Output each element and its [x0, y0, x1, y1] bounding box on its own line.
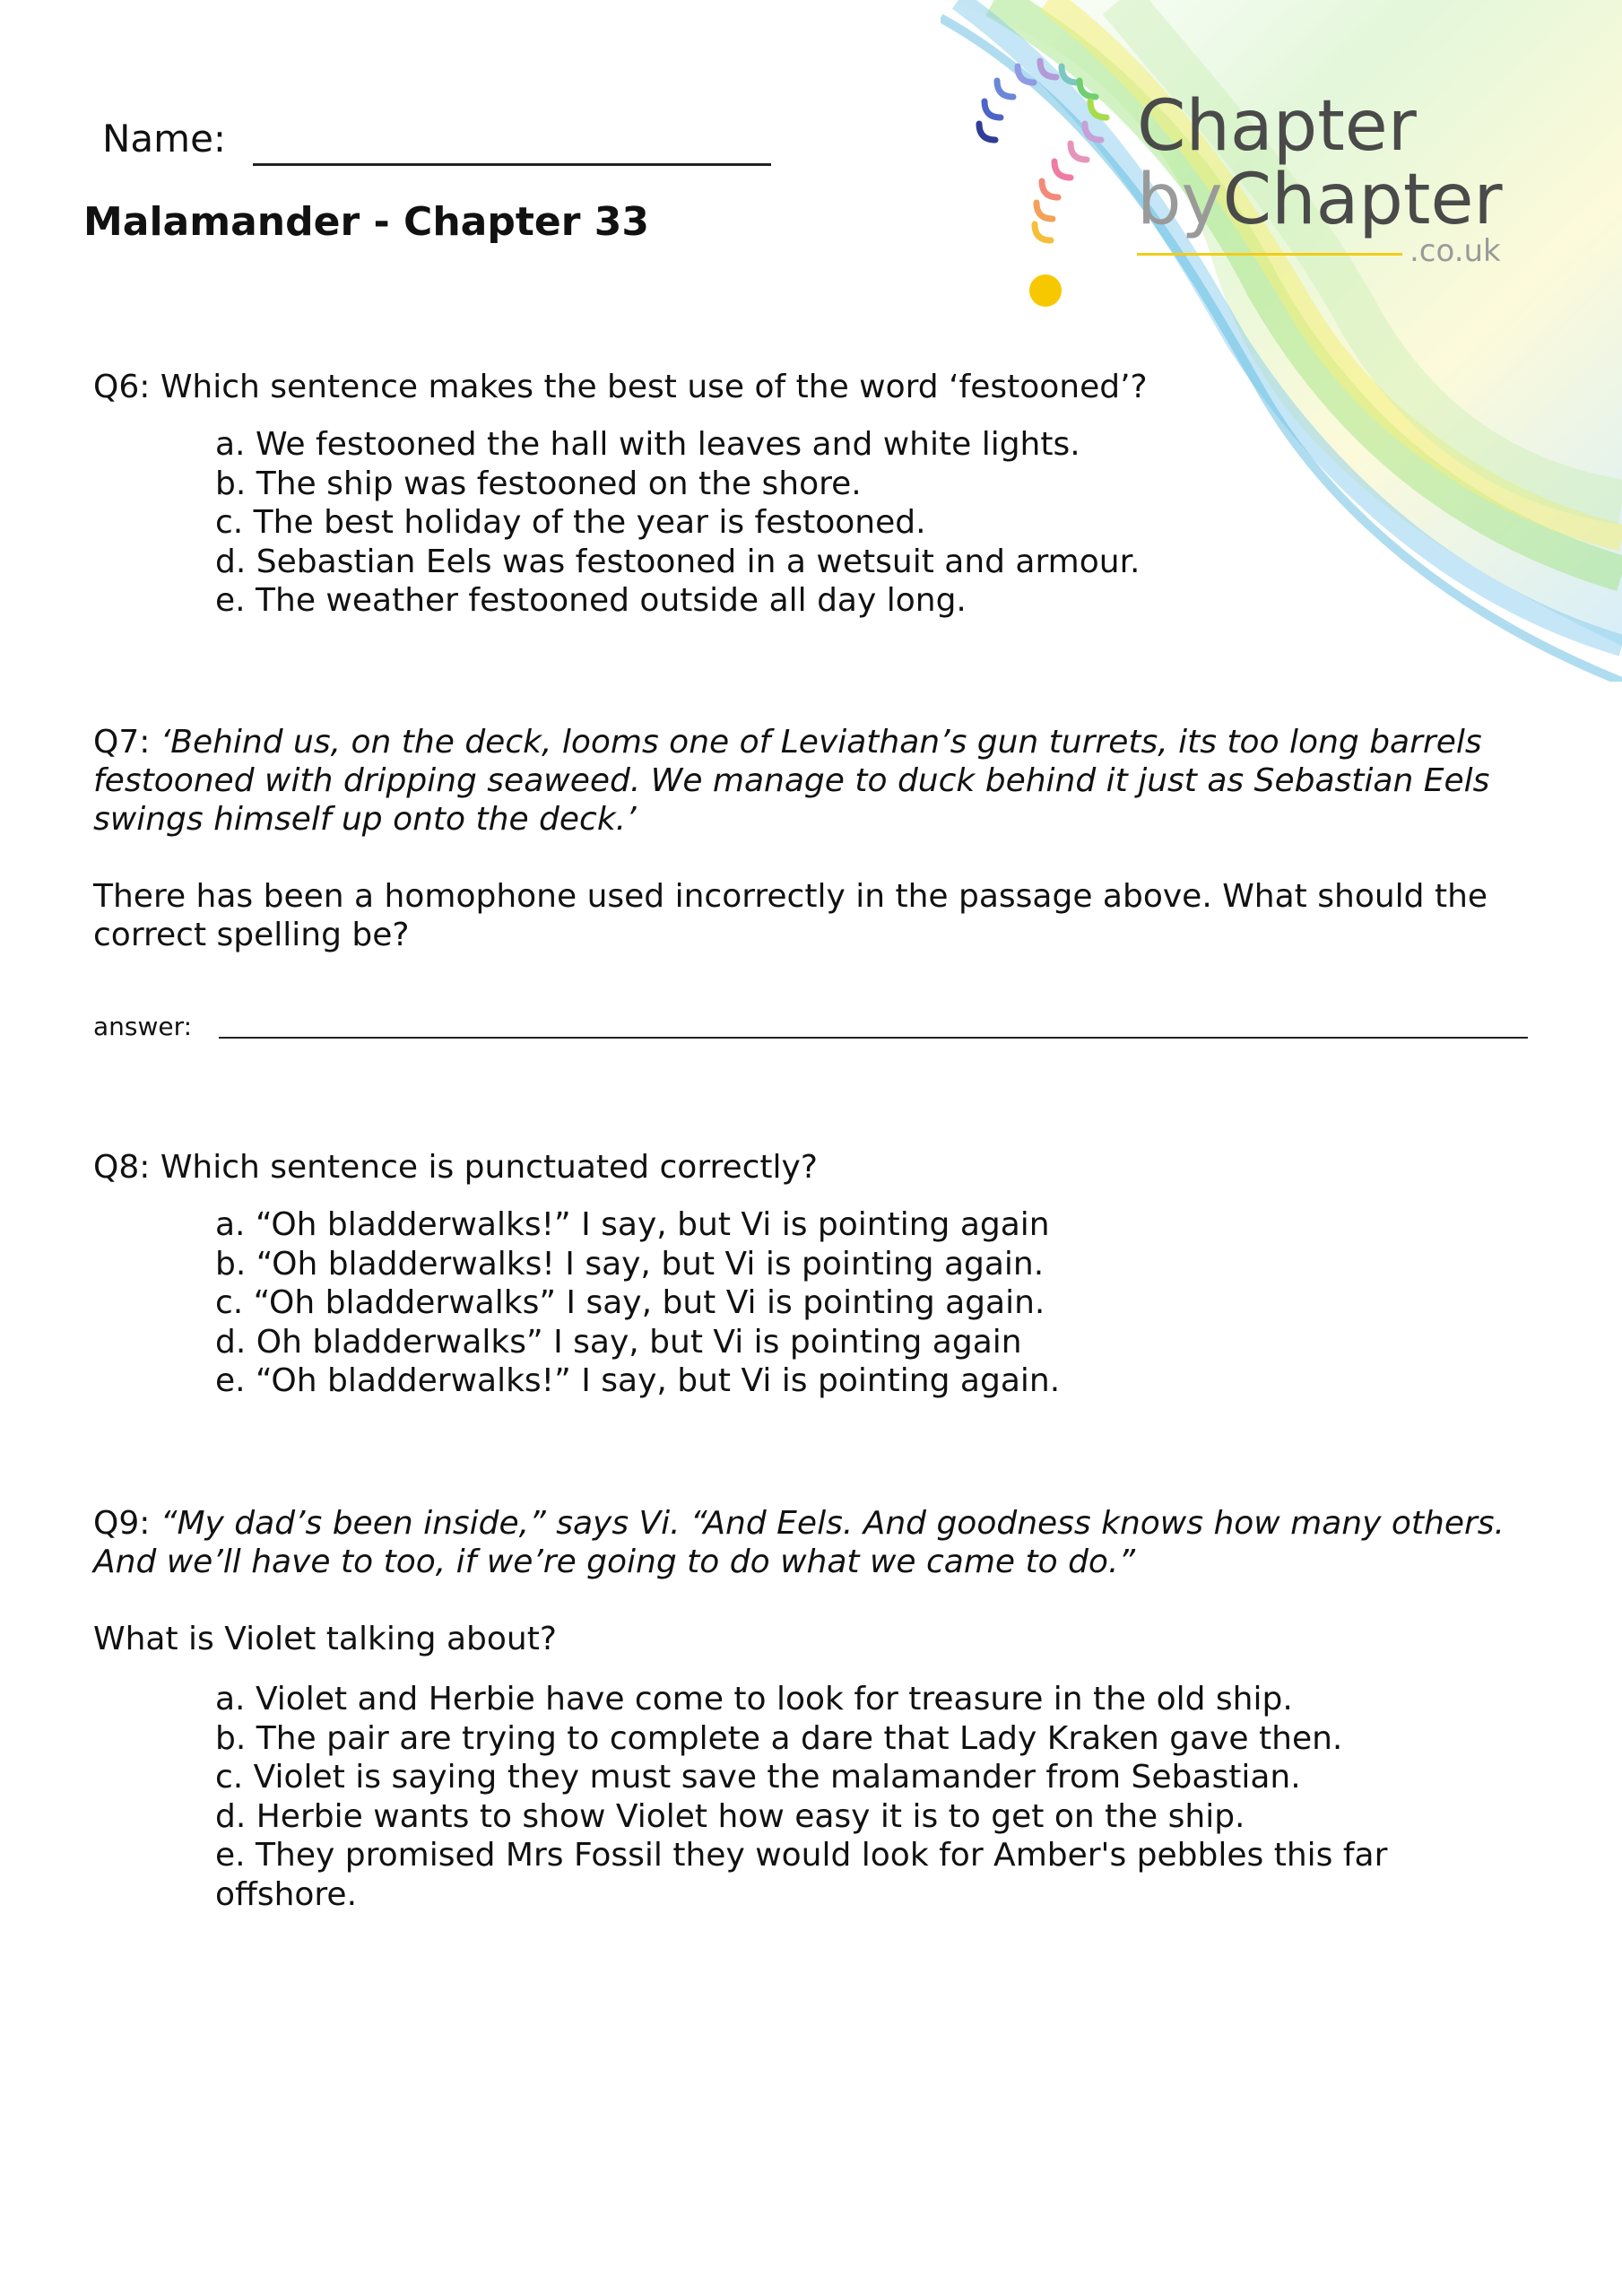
q9-quote: “My dad’s been inside,” says Vi. “And Eels. And goodness knows how many others. And we’ll have to too, if we’re going to do what we came to do.”: [93, 1505, 1505, 1580]
book-question-mark-icon: [968, 52, 1130, 312]
q9-number: Q9:: [93, 1505, 151, 1542]
q6-option-c[interactable]: c. The best holiday of the year is festooned.: [215, 504, 926, 541]
q7-passage: [93, 723, 1528, 839]
logo-line1: Chapter: [1137, 86, 1417, 167]
q9-option-b[interactable]: b. The pair are trying to complete a dare that Lady Kraken gave then.: [215, 1719, 1343, 1757]
q6-option-b[interactable]: b. The ship was festooned on the shore.: [215, 465, 862, 502]
q7-answer-line[interactable]: [219, 1037, 1528, 1039]
q9-option-e[interactable]: e. They promised Mrs Fossil they would look for Amber's pebbles this far offshore.: [215, 1837, 1388, 1913]
q9-option-c[interactable]: c. Violet is saying they must save the malamander from Sebastian.: [215, 1759, 1301, 1796]
q8-option-c[interactable]: c. “Oh bladderwalks” I say, but Vi is pointing again.: [215, 1284, 1045, 1321]
name-row: [102, 117, 226, 161]
q8-prompt: Q8: Which sentence is punctuated correctly?: [93, 1149, 818, 1186]
q8-option-b[interactable]: b. “Oh bladderwalks! I say, but Vi is pointing again.: [215, 1245, 1045, 1283]
logo-line2: [1137, 160, 1503, 240]
logo-chapter2: Chapter: [1222, 160, 1503, 240]
q7-number: Q7:: [93, 724, 151, 761]
q6-option-a[interactable]: a. We festooned the hall with leaves and white lights.: [215, 426, 1080, 463]
logo-domain: .co.uk: [1409, 233, 1501, 269]
q8-options: [215, 1205, 1453, 1401]
q9-option-a[interactable]: a. Violet and Herbie have come to look for treasure in the old ship.: [215, 1681, 1293, 1718]
q9-passage: [93, 1504, 1528, 1581]
q9-option-d[interactable]: d. Herbie wants to show Violet how easy it is to get on the ship.: [215, 1797, 1245, 1835]
q6-options: [215, 425, 1453, 621]
q8-option-e[interactable]: e. “Oh bladderwalks!” I say, but Vi is pointing again.: [215, 1362, 1061, 1399]
q8-option-a[interactable]: a. “Oh bladderwalks!” I say, but Vi is pointing again: [215, 1206, 1050, 1243]
logo-by: by: [1137, 160, 1223, 240]
logo-wordmark: [1137, 86, 1503, 240]
q6-option-e[interactable]: e. The weather festooned outside all day long.: [215, 582, 967, 619]
logo-rule: [1137, 253, 1402, 256]
q7-answer-label: answer:: [93, 1012, 193, 1041]
q7-quote: ‘Behind us, on the deck, looms one of Leviathan’s gun turrets, its too long barrels festooned with dripping seaweed. We manage to duck behind it just as Sebastian Eels swings himself up onto the deck.’: [93, 724, 1490, 838]
name-write-line[interactable]: [253, 163, 771, 166]
q8-option-d[interactable]: d. Oh bladderwalks” I say, but Vi is pointing again: [215, 1323, 1022, 1361]
page-title: Malamander - Chapter 33: [83, 199, 649, 245]
q6-prompt: Q6: Which sentence makes the best use of the word ‘festooned’?: [93, 369, 1148, 405]
chapter-by-chapter-logo: [968, 52, 1524, 312]
q9-options: [215, 1680, 1453, 1914]
q6-option-d[interactable]: d. Sebastian Eels was festooned in a wetsuit and armour.: [215, 543, 1141, 580]
q7-question: There has been a homophone used incorrectly in the passage above. What should the correct spelling be?: [93, 878, 1488, 953]
name-label: Name:: [102, 117, 227, 161]
q9-question: What is Violet talking about?: [93, 1621, 557, 1657]
